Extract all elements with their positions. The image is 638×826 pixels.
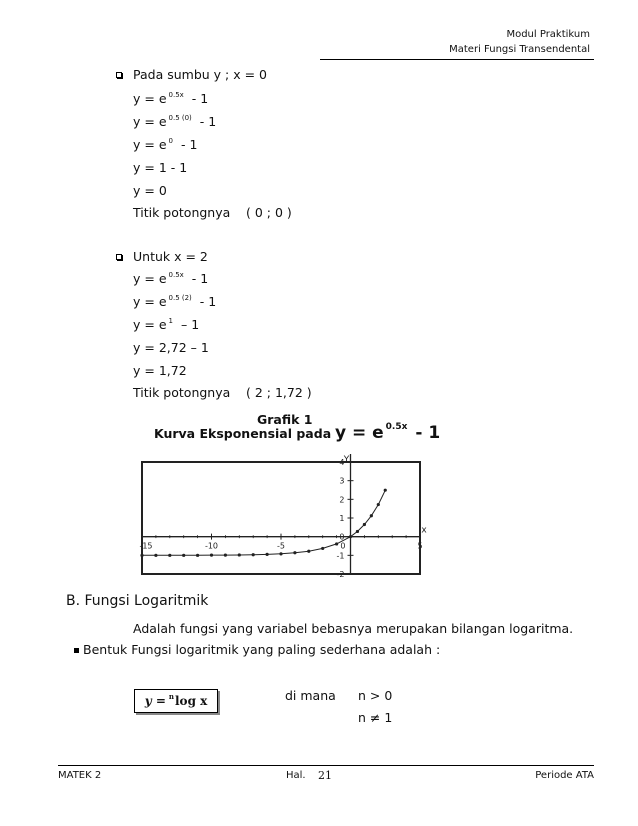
math-line bbox=[133, 294, 216, 309]
exponential-chart bbox=[128, 450, 438, 580]
chart-frame bbox=[142, 462, 423, 574]
math-line-exponent: 1 bbox=[168, 317, 173, 325]
math-line-pre: y = 1 - 1 bbox=[133, 160, 188, 175]
y-tick-label: -1 bbox=[336, 551, 345, 561]
data-point bbox=[182, 554, 185, 557]
data-point bbox=[279, 552, 282, 555]
math-line-post: - 1 bbox=[180, 137, 198, 152]
section1-result-value: ( 0 ; 0 ) bbox=[246, 205, 292, 220]
data-point bbox=[266, 553, 269, 556]
math-line-post: – 1 bbox=[180, 317, 200, 332]
footer-divider bbox=[58, 765, 594, 766]
graph-subtitle-prefix: Kurva Eksponensial pada bbox=[154, 426, 332, 441]
math-line bbox=[133, 91, 208, 106]
math-line-exponent: 0.5x bbox=[168, 91, 184, 99]
graph-subtitle bbox=[154, 423, 440, 443]
math-line-pre: y = e bbox=[133, 114, 167, 129]
math-line-exponent: 0.5x bbox=[168, 271, 184, 279]
data-point bbox=[168, 554, 171, 557]
data-point bbox=[370, 514, 373, 517]
data-point bbox=[140, 554, 143, 557]
math-line bbox=[133, 114, 216, 129]
x-tick-label: 5 bbox=[417, 541, 423, 551]
math-line bbox=[133, 317, 199, 332]
footer-page-label: Hal. bbox=[286, 770, 306, 781]
math-line-post: - 1 bbox=[199, 114, 217, 129]
sectionB-paragraph: Adalah fungsi yang variabel bebasnya merupakan bilangan logaritma. bbox=[133, 621, 574, 636]
data-point bbox=[196, 554, 199, 557]
y-tick-label: 0 bbox=[339, 532, 345, 542]
y-tick-label: 2 bbox=[339, 495, 345, 505]
series-line bbox=[142, 490, 385, 555]
graph-eq-post: - 1 bbox=[415, 423, 441, 443]
math-line bbox=[133, 137, 197, 152]
math-line-pre: y = 2,72 – 1 bbox=[133, 340, 209, 355]
origin-label: 0 bbox=[340, 541, 346, 551]
condition-1: n > 0 bbox=[358, 688, 393, 703]
data-point bbox=[210, 554, 213, 557]
square-bullet-icon bbox=[116, 72, 122, 78]
header-divider bbox=[320, 59, 594, 60]
footer-left: MATEK 2 bbox=[58, 770, 102, 781]
math-line bbox=[133, 160, 187, 175]
x-tick-label: -15 bbox=[139, 541, 153, 551]
graph-eq-sup: 0.5x bbox=[385, 422, 408, 432]
log-formula-box bbox=[134, 689, 218, 713]
sectionB-bullet: Bentuk Fungsi logaritmik yang paling sederhana adalah : bbox=[83, 642, 441, 657]
data-point bbox=[293, 551, 296, 554]
x-tick-label: -10 bbox=[204, 541, 219, 551]
footer-right: Periode ATA bbox=[535, 770, 594, 781]
section2-result-value: ( 2 ; 1,72 ) bbox=[246, 385, 312, 400]
data-point bbox=[356, 530, 359, 533]
data-point bbox=[252, 553, 255, 556]
section1-heading: Pada sumbu y ; x = 0 bbox=[133, 67, 267, 82]
header-subtitle: Materi Fungsi Transendental bbox=[449, 44, 590, 55]
where-label: di mana bbox=[285, 688, 336, 703]
data-point bbox=[363, 523, 366, 526]
data-point bbox=[307, 550, 310, 553]
data-point bbox=[335, 542, 338, 545]
data-point bbox=[224, 554, 227, 557]
data-point bbox=[377, 503, 380, 506]
data-point bbox=[321, 547, 324, 550]
math-line-exponent: 0 bbox=[168, 137, 173, 145]
math-line-pre: y = 1,72 bbox=[133, 363, 187, 378]
graph-title: Grafik 1 bbox=[257, 412, 313, 427]
x-axis-label: x bbox=[421, 525, 427, 536]
math-line-post: - 1 bbox=[191, 91, 209, 106]
y-tick-label: 4 bbox=[339, 458, 345, 467]
math-line-post: - 1 bbox=[199, 294, 217, 309]
math-line-pre: y = e bbox=[133, 317, 167, 332]
math-line-pre: y = 0 bbox=[133, 183, 167, 198]
square-bullet-icon bbox=[74, 648, 79, 653]
math-line-exponent: 0.5 (0) bbox=[168, 114, 192, 122]
math-line-post: - 1 bbox=[191, 271, 209, 286]
formula-y: y = bbox=[144, 694, 166, 708]
footer-page-number: 21 bbox=[318, 769, 332, 782]
graph-eq-pre: y = e bbox=[334, 423, 384, 443]
y-axis-label: Y bbox=[343, 455, 350, 465]
math-line-pre: y = e bbox=[133, 91, 167, 106]
data-point bbox=[384, 489, 387, 492]
x-tick-label: -5 bbox=[277, 541, 285, 551]
formula-log: log x bbox=[175, 694, 208, 708]
math-line-pre: y = e bbox=[133, 294, 167, 309]
math-line-pre: y = e bbox=[133, 271, 167, 286]
header-title: Modul Praktikum bbox=[506, 29, 590, 40]
formula-base: n bbox=[168, 691, 174, 701]
sectionB-heading: B. Fungsi Logaritmik bbox=[66, 593, 209, 609]
data-point bbox=[349, 535, 352, 538]
data-point bbox=[238, 553, 241, 556]
y-tick-label: -2 bbox=[336, 570, 345, 579]
condition-2: n ≠ 1 bbox=[358, 710, 393, 725]
y-tick-label: 1 bbox=[339, 514, 345, 523]
data-point bbox=[154, 554, 157, 557]
section2-result-label: Titik potongnya bbox=[133, 385, 231, 400]
math-line-exponent: 0.5 (2) bbox=[168, 294, 192, 302]
section1-result-label: Titik potongnya bbox=[133, 205, 231, 220]
math-line bbox=[133, 363, 187, 378]
square-bullet-icon bbox=[116, 254, 122, 260]
math-line bbox=[133, 340, 209, 355]
section2-heading: Untuk x = 2 bbox=[133, 249, 208, 264]
y-tick-label: 3 bbox=[339, 476, 345, 486]
math-line bbox=[133, 183, 167, 198]
math-line-pre: y = e bbox=[133, 137, 167, 152]
math-line bbox=[133, 271, 208, 286]
